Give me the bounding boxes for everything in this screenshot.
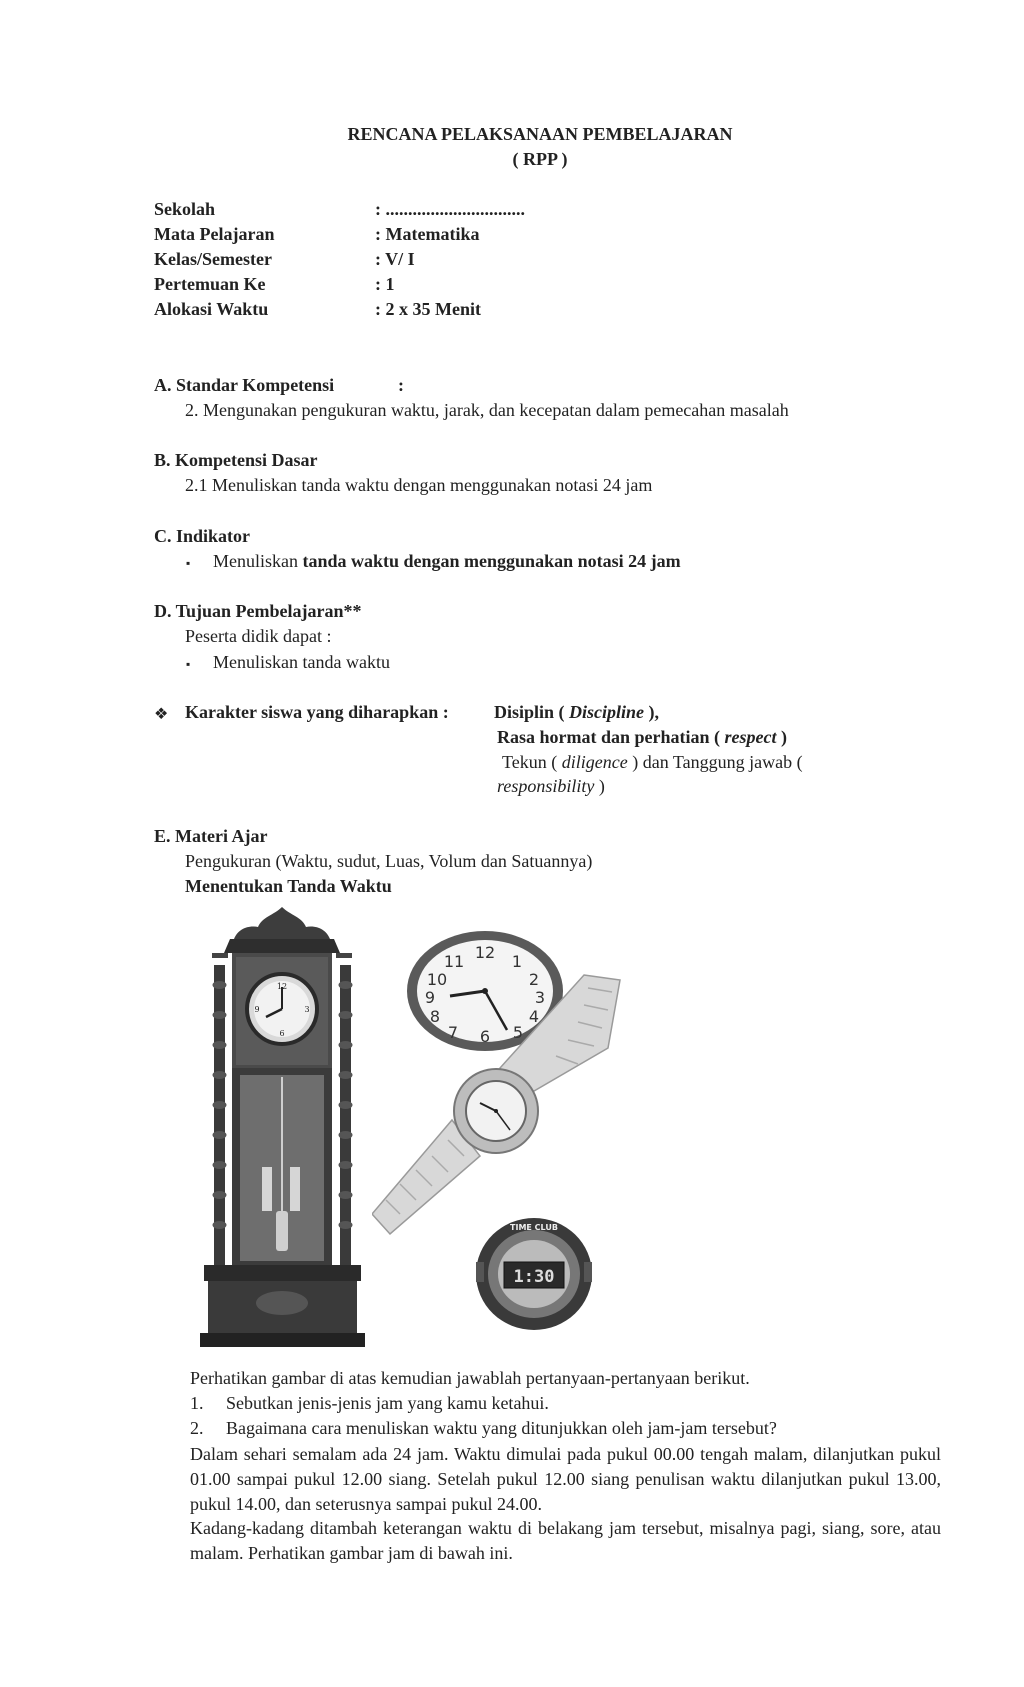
karakter-line-4-italic: responsibility [497,776,595,796]
section-a-heading: A. Standar Kompetensi [154,375,335,395]
question-1-number: 1. [190,1393,204,1413]
section-a-colon: : [398,375,404,395]
karakter-line-2-italic: respect [724,727,777,747]
identity-value-sekolah: : ............................... [375,199,525,219]
wall-clock-number-8: 8 [429,1007,441,1026]
karakter-line-1-a: Disiplin ( [494,702,570,722]
section-c-item-bold: tanda waktu dengan menggunakan notasi 24 jam [302,551,681,571]
wall-clock-number-5: 5 [512,1023,524,1042]
wrist-watch-image [372,970,622,1250]
digital-watch-image [474,1210,594,1335]
svg-text:9: 9 [254,1005,260,1014]
section-c-heading: C. Indikator [154,526,251,546]
page-subtitle: ( RPP ) [512,149,568,169]
karakter-line-1-b: ), [644,702,660,722]
wall-clock-number-1: 1 [511,952,523,971]
karakter-line-2-a: Rasa hormat dan perhatian ( [497,727,725,747]
section-d-heading: D. Tujuan Pembelajaran** [154,601,362,621]
karakter-line-2-b: ) [776,727,787,747]
grandfather-clock-image [190,905,375,1350]
karakter-line-3-b: ) dan Tanggung jawab ( [627,752,803,772]
wall-clock-number-2: 2 [528,970,540,989]
wall-clock-number-3: 3 [534,988,546,1007]
svg-text:12: 12 [276,982,288,991]
question-1-text: Sebutkan jenis-jenis jam yang kamu ketahui. [226,1393,549,1413]
section-b-heading: B. Kompetensi Dasar [154,450,318,470]
svg-text:6: 6 [279,1029,285,1038]
karakter-line-4-b: ) [594,776,605,796]
section-c-item-plain: Menuliskan [213,551,303,571]
section-b-item: 2.1 Menuliskan tanda waktu dengan menggunakan notasi 24 jam [185,475,653,495]
identity-label-alokasi: Alokasi Waktu [154,299,269,319]
section-c-bullet: ▪ [186,556,191,570]
identity-label-kelas: Kelas/Semester [154,249,272,269]
identity-value-kelas: : V/ I [375,249,415,269]
identity-label-sekolah: Sekolah [154,199,216,219]
section-d-item: Menuliskan tanda waktu [213,652,390,672]
wall-clock-number-6: 6 [479,1027,491,1046]
section-e-sub: Pengukuran (Waktu, sudut, Luas, Volum dan Satuannya) [185,851,593,871]
wall-clock-number-11: 11 [443,952,465,971]
paragraph-2: Kadang-kadang ditambah keterangan waktu di belakang jam tersebut, misalnya pagi, siang, sore, atau malam. Perhatikan gambar jam di bawah ini. [190,1518,941,1563]
page-title: RENCANA PELAKSANAAN PEMBELAJARAN [347,124,733,144]
questions-intro: Perhatikan gambar di atas kemudian jawablah pertanyaan-pertanyaan berikut. [190,1368,750,1388]
wall-clock-number-4: 4 [528,1007,540,1026]
identity-value-alokasi: : 2 x 35 Menit [375,299,481,319]
karakter-line-3-italic: diligence [561,752,628,772]
identity-label-mapel: Mata Pelajaran [154,224,275,244]
wall-clock-number-7: 7 [447,1023,459,1042]
karakter-line-3-a: Tekun ( [502,752,562,772]
identity-label-pertemuan: Pertemuan Ke [154,274,266,294]
karakter-line-4 [497,776,605,797]
karakter-line-3 [502,752,803,773]
section-a-item: 2. Mengunakan pengukuran waktu, jarak, dan kecepatan dalam pemecahan masalah [185,400,789,420]
section-c-item [213,551,681,572]
karakter-line-2 [497,727,787,748]
karakter-marker: ❖ [154,706,169,723]
karakter-line-1 [494,702,659,723]
section-d-bullet: ▪ [186,657,191,671]
identity-value-pertemuan: : 1 [375,274,395,294]
digital-watch-time: 1:30 [513,1267,555,1287]
karakter-label: Karakter siswa yang diharapkan : [185,702,449,722]
section-e-heading: E. Materi Ajar [154,826,268,846]
digital-watch-brand: TIME CLUB [510,1223,558,1232]
wall-clock-number-9: 9 [424,988,436,1007]
section-e-sub-bold: Menentukan Tanda Waktu [185,876,392,896]
paragraph-1: Dalam sehari semalam ada 24 jam. Waktu dimulai pada pukul 00.00 tengah malam, dilanjutkan pukul 01.00 sampai pukul 12.00 siang. Setelah pukul 12.00 siang penulisan waktu dilanjutkan pukul 13.00, pukul 14.00, dan seterusnya sampai pukul 24.00. [190,1444,941,1514]
section-d-intro: Peserta didik dapat : [185,626,332,646]
svg-text:3: 3 [304,1005,310,1014]
question-2-text: Bagaimana cara menuliskan waktu yang ditunjukkan oleh jam-jam tersebut? [226,1418,777,1438]
wall-clock-number-12: 12 [474,943,496,962]
wall-clock-number-10: 10 [426,970,448,989]
karakter-line-1-italic: Discipline [569,702,645,722]
identity-value-mapel: : Matematika [375,224,480,244]
question-2-number: 2. [190,1418,204,1438]
